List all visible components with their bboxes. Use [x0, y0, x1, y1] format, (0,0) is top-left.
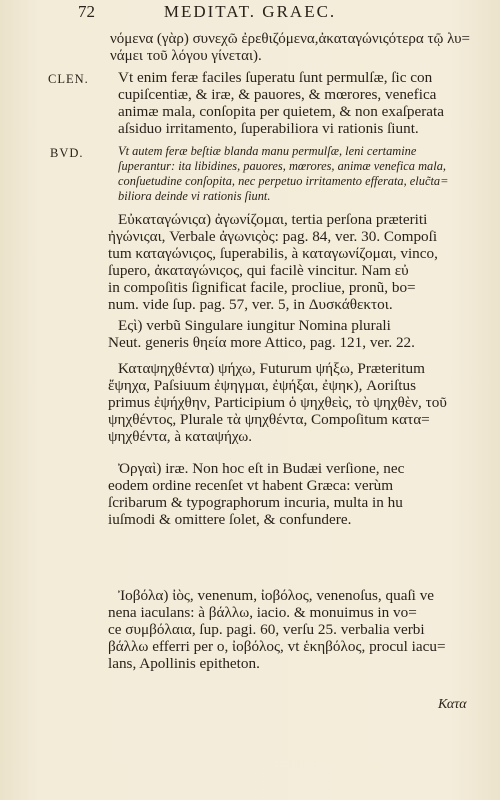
speaker-label-bud: BVD.: [50, 146, 84, 160]
text-line: ſupero, ἀκαταγώνιςος, qui facilè vincitur. Nam εὐ: [108, 262, 409, 279]
page-number: 72: [78, 2, 95, 21]
text-line: tum καταγώνιςος, ſuperabilis, à καταγωνίζομαι, vinco,: [108, 245, 438, 262]
running-title: MEDITAT. GRAEC.: [163, 2, 337, 21]
text-line: Vt enim feræ faciles ſuperatu ſunt permulſæ, ſic con: [118, 69, 433, 86]
text-line: eodem ordine recenſet vt habent Græca: verùm: [108, 477, 394, 494]
text-line: ce συμβόλαια, ſup. pagi. 60, verſu 25. verbalia verbi: [108, 621, 425, 638]
text-line: ſuperantur: ita libidines, pauores, mœrores, animæ venefica mala,: [118, 159, 446, 173]
text-line: ἔψηχα, Paſsiuum ἐψηγμαι, ἐψήξαι, ἐψηκ), Aoriſtus: [108, 377, 417, 394]
text-line: βάλλω efferri per ο, ἰοβόλος, vt ἑκηβόλος, procul iacu=: [108, 638, 446, 655]
text-line: conſuetudine conſopita, nec perpetuo irritamento efferata, eluc̃ta=: [118, 174, 449, 188]
clen-text: [118, 69, 444, 137]
text-line: Vt autem feræ beſtiæ blanda manu permulſæ, leni certamine: [118, 144, 417, 158]
text-line: in compoſitis ſignificat facile, procliue, pronũ, bo=: [108, 279, 416, 296]
paragraph-1: [108, 211, 438, 313]
text-line: Εςὶ) verbũ Singulare iungitur Nomina plurali: [118, 317, 391, 334]
catchword: Κατα: [438, 697, 467, 712]
speaker-label-clen: CLEN.: [48, 72, 89, 86]
text-line: lans, Apollinis epitheton.: [108, 655, 260, 672]
text-line: ψηχθέντος, Plurale τὰ ψηχθέντα, Compoſitum κατα=: [108, 411, 430, 428]
paragraph-3: [108, 360, 447, 445]
running-head: [0, 2, 500, 24]
paragraph-2: [108, 317, 415, 351]
text-line: νάμει τοῦ λόγου γίνεται).: [110, 47, 262, 64]
opening-text: [110, 30, 475, 64]
bud-text: [118, 144, 448, 204]
text-line: Neut. generis θηεία more Attico, pag. 121, ver. 22.: [108, 334, 415, 351]
text-line: cupiſcentiæ, & iræ, & pauores, & mœrores, venefica: [118, 86, 437, 103]
paragraph-4: [108, 460, 404, 528]
text-line: ψηχθέντα, à καταψήχω.: [108, 428, 253, 445]
text-line: Ἰοβόλα) ἰὸς, venenum, ἰοβόλος, venenoſus, quaſi ve: [118, 587, 435, 604]
text-line: Καταψηχθέντα) ψήχω, Futurum ψήξω, Præteritum: [118, 360, 425, 377]
text-line: iuſmodi & omittere ſolet, & confundere.: [108, 511, 352, 528]
text-line: aſsiduo irritamento, ſuperabiliora vi rationis ſiunt.: [118, 120, 419, 137]
text-line: animæ mala, conſopita per quietem, & non exaſperata: [118, 103, 444, 120]
text-line: nena iaculans: à βάλλω, iacio. & monuimus in vo=: [108, 604, 417, 621]
text-line: Ὀργαὶ) iræ. Non hoc eſt in Budæi verſione, nec: [118, 460, 405, 477]
text-line: ſcribarum & typographorum incuria, multa in hu: [108, 494, 403, 511]
paragraph-5: [108, 587, 446, 672]
text-line: biliora deinde vi rationis ſiunt.: [118, 189, 271, 203]
text-line: num. vide ſup. pag. 57, ver. 5, in Δυσκάθεκτοι.: [108, 296, 393, 313]
text-line: ἠγώνιςαι, Verbale ἀγωνιςὸς: pag. 84, ver. 30. Compoſi: [108, 228, 438, 245]
text-line: Εὐκαταγώνιςα) ἀγωνίζομαι, tertia perſona prӕteriti: [118, 211, 428, 228]
text-line: νόμενα (γὰρ) συνεχῶ ἐρεθιζόμενα,ἀκαταγώνιςότερα τῷ λυ=: [110, 30, 470, 47]
text-line: primus ἐψήχθην, Participium ὁ ψηχθεὶς, τὸ ψηχθὲν, τοῦ: [108, 394, 447, 411]
